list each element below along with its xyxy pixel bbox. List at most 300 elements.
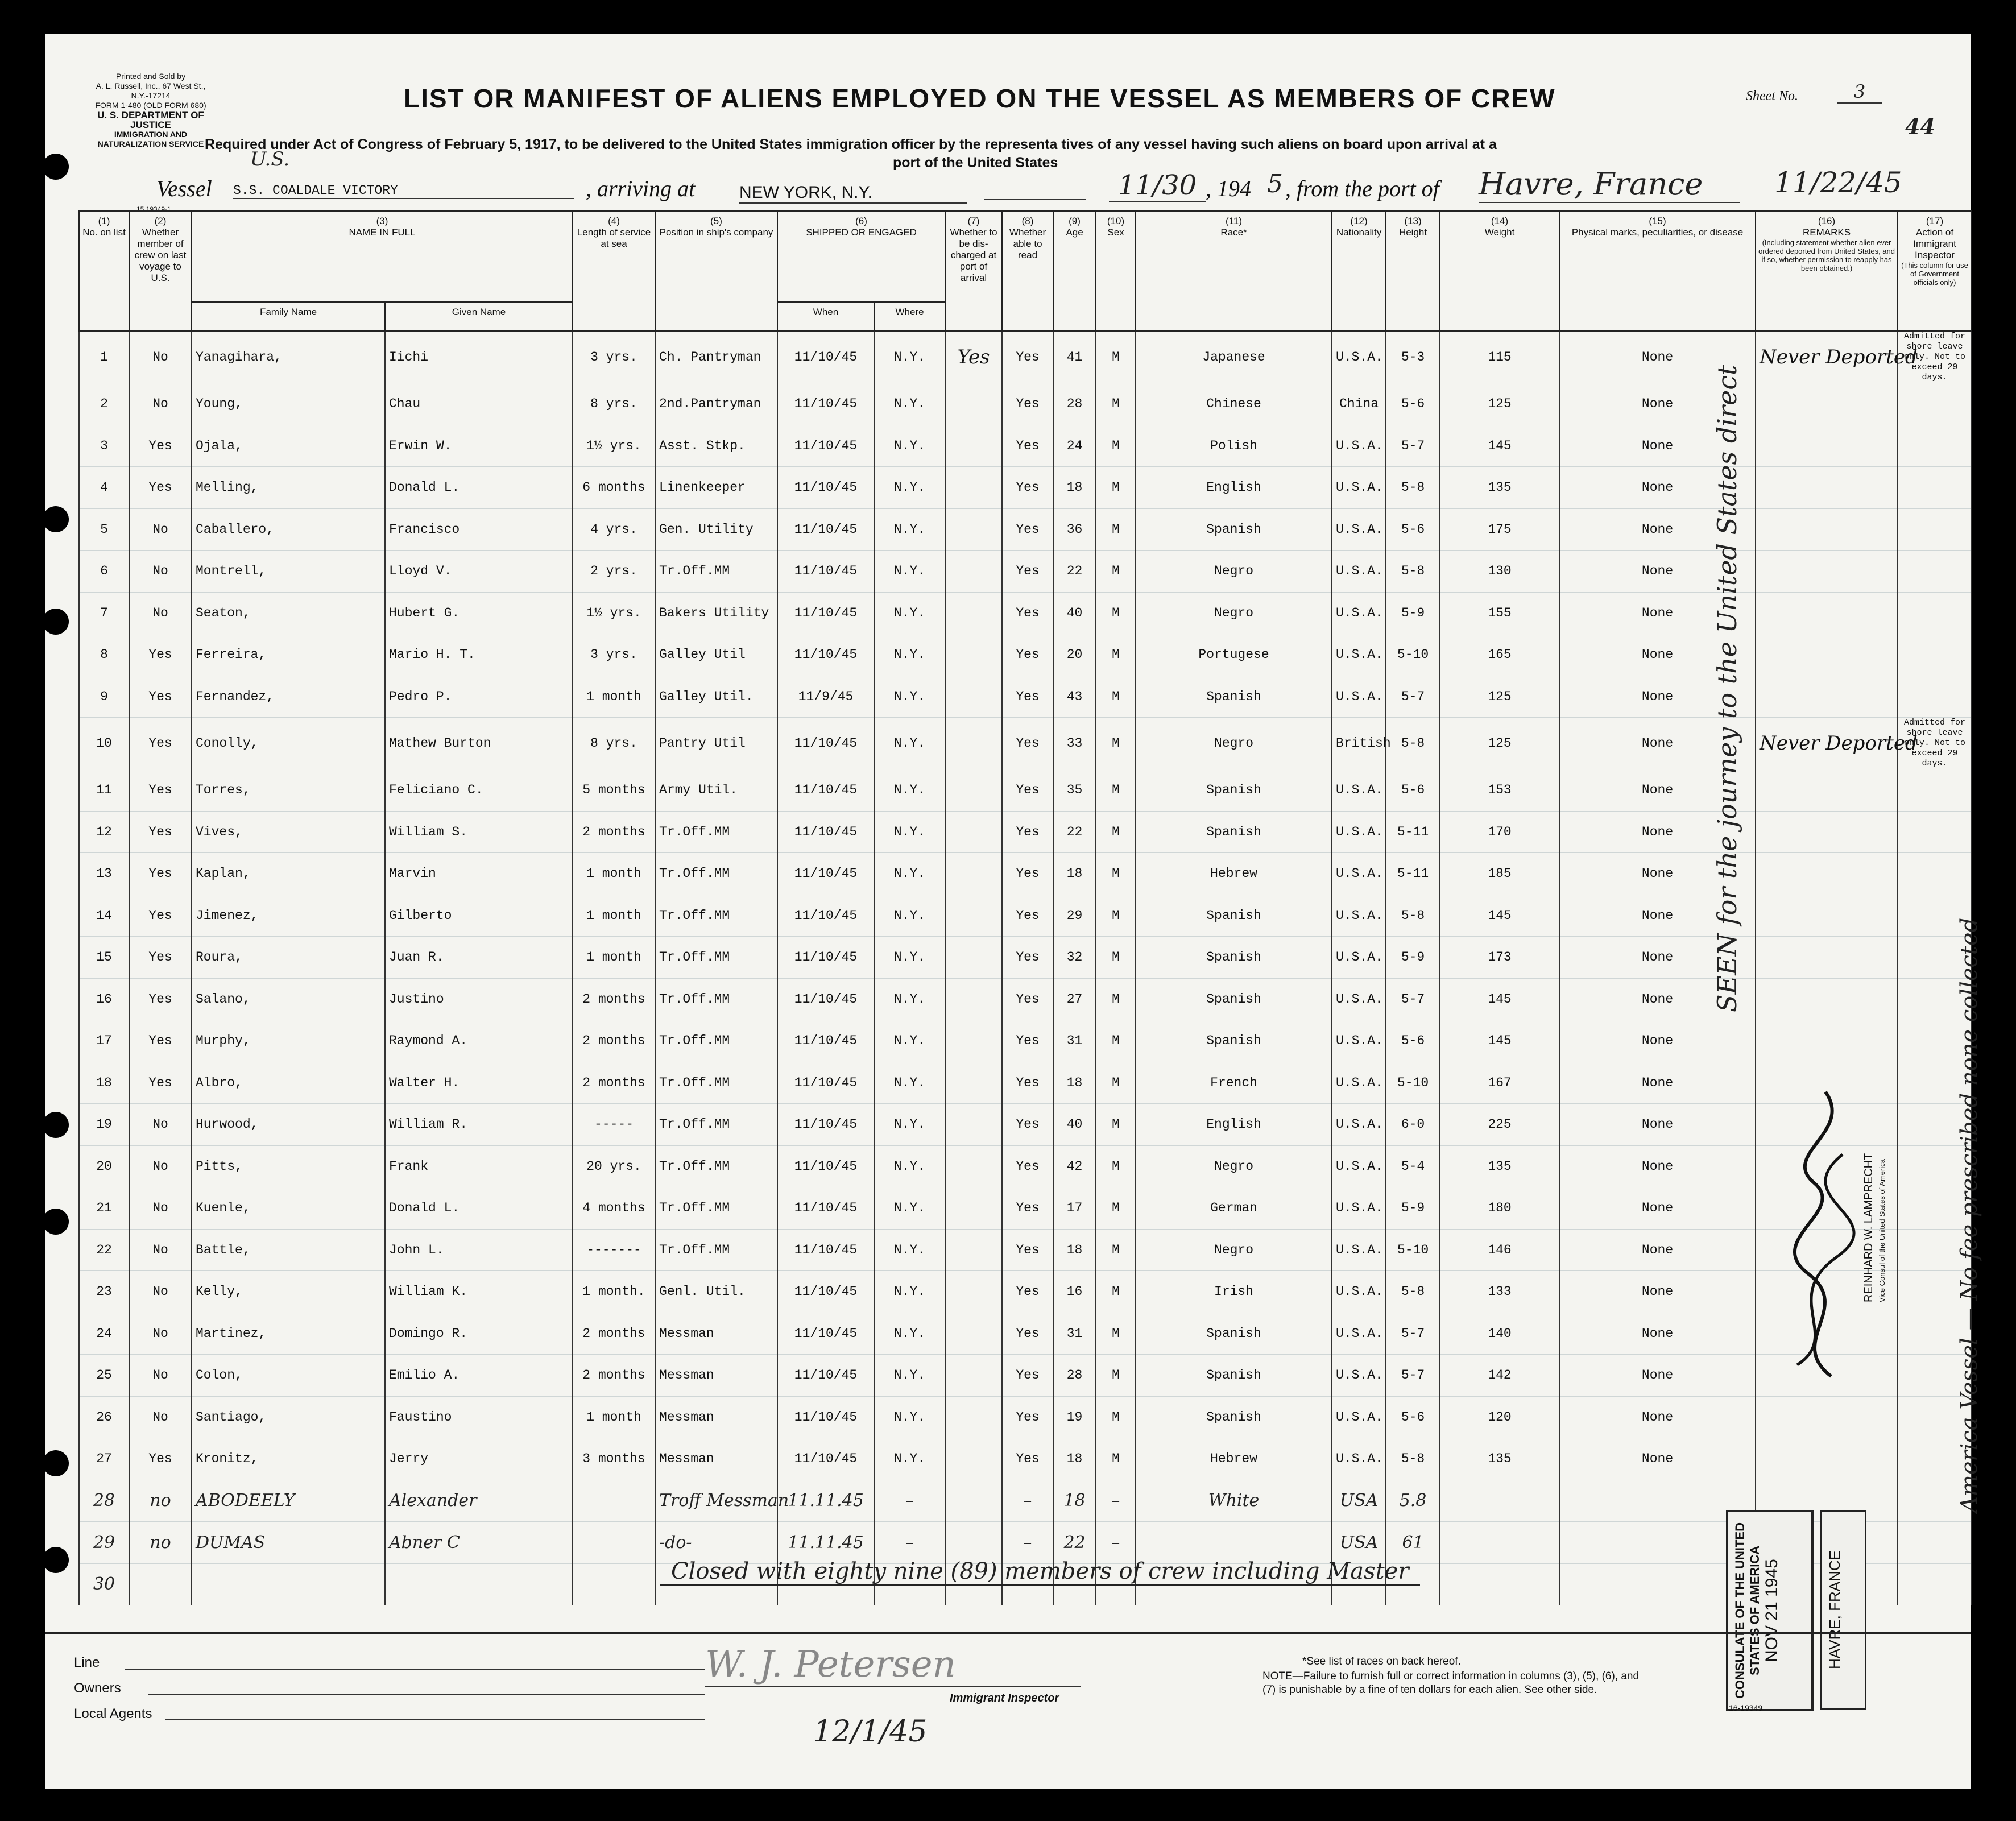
- cell-when: 11/10/45: [777, 1062, 874, 1104]
- cell-age: 43: [1053, 676, 1096, 718]
- cell-given: Donald L.: [385, 467, 573, 509]
- cell-marks: None: [1559, 1104, 1756, 1146]
- cell-when: 11/10/45: [777, 1229, 874, 1271]
- cell-marks: None: [1559, 1145, 1756, 1187]
- cell-weight: 167: [1440, 1062, 1559, 1104]
- cell-position: Tr.Off.MM: [655, 1104, 777, 1146]
- cell-weight: 146: [1440, 1229, 1559, 1271]
- cell-race: Negro: [1136, 551, 1332, 593]
- cell-height: 5-10: [1386, 1062, 1440, 1104]
- cell-sex: M: [1096, 634, 1136, 676]
- cell-when: 11/10/45: [777, 978, 874, 1020]
- cell-sex: M: [1096, 676, 1136, 718]
- cell-sex: M: [1096, 1062, 1136, 1104]
- cell-sex: M: [1096, 551, 1136, 593]
- cell-sex: M: [1096, 1145, 1136, 1187]
- table-row: [79, 978, 1972, 1020]
- cell-action: [1898, 425, 1972, 467]
- line-rule: [125, 1669, 705, 1670]
- cell-action: [1898, 769, 1972, 812]
- cell-last: Yes: [129, 937, 192, 979]
- cell-age: 22: [1053, 1522, 1096, 1564]
- cell-age: 24: [1053, 425, 1096, 467]
- cell-read: Yes: [1002, 769, 1053, 812]
- cell-where: N.Y.: [874, 937, 945, 979]
- cell-read: Yes: [1002, 1271, 1053, 1313]
- cell-weight: 135: [1440, 1438, 1559, 1480]
- cell-height: 5-9: [1386, 937, 1440, 979]
- cell-family: Vives,: [192, 811, 385, 853]
- cell-sex: M: [1096, 1271, 1136, 1313]
- cell-last: No: [129, 1396, 192, 1438]
- cell-position: Linenkeeper: [655, 467, 777, 509]
- cell-sex: M: [1096, 467, 1136, 509]
- cell-weight: 145: [1440, 895, 1559, 937]
- cell-position: Pantry Util: [655, 718, 777, 769]
- cell-action: [1898, 853, 1972, 895]
- cell-sex: M: [1096, 853, 1136, 895]
- cell-where: N.Y.: [874, 1271, 945, 1313]
- col-discharged-header: (7) Whether to be dis-charged at port of arrival: [945, 212, 1002, 331]
- inspector-signature: W. J. Petersen: [705, 1644, 956, 1686]
- table-row: [79, 508, 1972, 551]
- cell-race: English: [1136, 467, 1332, 509]
- cell-read: Yes: [1002, 592, 1053, 634]
- cell-last: No: [129, 1355, 192, 1397]
- cell-weight: 153: [1440, 769, 1559, 812]
- cell-service: 1 month: [573, 676, 655, 718]
- agents-rule: [165, 1719, 705, 1720]
- cell-nationality: U.S.A.: [1332, 1020, 1386, 1062]
- cell-nationality: USA: [1332, 1522, 1386, 1564]
- cell-discharged: [945, 811, 1002, 853]
- cell-marks: None: [1559, 1062, 1756, 1104]
- cell-family: Roura,: [192, 937, 385, 979]
- cell-age: 19: [1053, 1396, 1096, 1438]
- cell-service: 1 month: [573, 1396, 655, 1438]
- cell-no: 30: [79, 1563, 129, 1605]
- year-prefix: , 194: [1206, 176, 1251, 201]
- arriving-port: NEW YORK, N.Y.: [739, 183, 967, 204]
- cell-marks: None: [1559, 1313, 1756, 1355]
- col-name-header: (3) NAME IN FULL: [192, 212, 573, 303]
- cell-nationality: U.S.A.: [1332, 1438, 1386, 1480]
- cell-where: N.Y.: [874, 592, 945, 634]
- cell-nationality: U.S.A.: [1332, 1062, 1386, 1104]
- cell-when: 11/10/45: [777, 508, 874, 551]
- cell-family: Kronitz,: [192, 1438, 385, 1480]
- cell-read: Yes: [1002, 425, 1053, 467]
- cell-position: Galley Util.: [655, 676, 777, 718]
- cell-when: 11/10/45: [777, 895, 874, 937]
- cell-position: Messman: [655, 1313, 777, 1355]
- cell-last: Yes: [129, 634, 192, 676]
- cell-marks: None: [1559, 331, 1756, 383]
- cell-no: 9: [79, 676, 129, 718]
- cell-height: 5-11: [1386, 811, 1440, 853]
- cell-age: 18: [1053, 467, 1096, 509]
- cell-discharged: [945, 1522, 1002, 1564]
- cell-marks: None: [1559, 978, 1756, 1020]
- col-last-voyage-header: (2) Whether member of crew on last voyage to U.S.: [129, 212, 192, 331]
- cell-nationality: U.S.A.: [1332, 811, 1386, 853]
- cell-nationality: U.S.A.: [1332, 331, 1386, 383]
- cell-sex: M: [1096, 1104, 1136, 1146]
- cell-remarks: [1756, 895, 1898, 937]
- cell-family: DUMAS: [192, 1522, 385, 1564]
- from-date: 11/22/45: [1774, 166, 1902, 199]
- vessel-label: Vessel: [156, 176, 212, 201]
- form-code-footer: 16-19349: [1729, 1703, 1763, 1712]
- cell-last: No: [129, 1271, 192, 1313]
- cell-discharged: [945, 1438, 1002, 1480]
- cell-family: Melling,: [192, 467, 385, 509]
- cell-given: Alexander: [385, 1480, 573, 1522]
- cell-last: No: [129, 1145, 192, 1187]
- cell-race: Negro: [1136, 1145, 1332, 1187]
- cell-race: English: [1136, 1104, 1332, 1146]
- cell-where: –: [874, 1522, 945, 1564]
- cell-service: [573, 1563, 655, 1605]
- col-family-name-header: Family Name: [192, 303, 385, 331]
- cell-when: 11/10/45: [777, 551, 874, 593]
- cell-no: 21: [79, 1187, 129, 1230]
- cell-no: 12: [79, 811, 129, 853]
- cell-read: Yes: [1002, 811, 1053, 853]
- cell-height: 5-7: [1386, 425, 1440, 467]
- cell-where: N.Y.: [874, 769, 945, 812]
- cell-age: 28: [1053, 383, 1096, 425]
- cell-last: No: [129, 551, 192, 593]
- cell-family: Pitts,: [192, 1145, 385, 1187]
- cell-discharged: [945, 1062, 1002, 1104]
- cell-marks: None: [1559, 508, 1756, 551]
- cell-nationality: U.S.A.: [1332, 676, 1386, 718]
- cell-height: 5-6: [1386, 508, 1440, 551]
- cell-given: Donald L.: [385, 1187, 573, 1230]
- cell-age: 18: [1053, 853, 1096, 895]
- cell-age: 29: [1053, 895, 1096, 937]
- cell-weight: 120: [1440, 1396, 1559, 1438]
- cell-service: 4 yrs.: [573, 508, 655, 551]
- col-shipped-header: (6) SHIPPED OR ENGAGED: [777, 212, 945, 303]
- cell-given: Faustino: [385, 1396, 573, 1438]
- cell-service: [573, 1522, 655, 1564]
- cell-service: 2 months: [573, 1020, 655, 1062]
- cell-read: Yes: [1002, 467, 1053, 509]
- cell-service: 4 months: [573, 1187, 655, 1230]
- cell-race: Spanish: [1136, 769, 1332, 812]
- cell-where: N.Y.: [874, 718, 945, 769]
- cell-marks: None: [1559, 467, 1756, 509]
- table-row: [79, 853, 1972, 895]
- col-age-header: (9) Age: [1053, 212, 1096, 331]
- cell-given: William S.: [385, 811, 573, 853]
- cell-race: Japanese: [1136, 331, 1332, 383]
- punch-hole: [43, 506, 69, 532]
- cell-action: [1898, 634, 1972, 676]
- cell-height: 5-11: [1386, 853, 1440, 895]
- cell-position: Troff Messman: [655, 1480, 777, 1522]
- requirement-text-2: port of the United States: [893, 155, 1058, 171]
- cell-discharged: [945, 895, 1002, 937]
- cell-age: 17: [1053, 1187, 1096, 1230]
- cell-where: N.Y.: [874, 551, 945, 593]
- cell-weight: 140: [1440, 1313, 1559, 1355]
- table-row: [79, 1396, 1972, 1438]
- cell-last: no: [129, 1522, 192, 1564]
- cell-no: 13: [79, 853, 129, 895]
- cell-position: -do-: [655, 1522, 777, 1564]
- cell-race: Spanish: [1136, 1396, 1332, 1438]
- cell-race: Hebrew: [1136, 853, 1332, 895]
- cell-age: 31: [1053, 1313, 1096, 1355]
- consul-signature: [1763, 1069, 1877, 1388]
- cell-race: Spanish: [1136, 937, 1332, 979]
- cell-race: French: [1136, 1062, 1332, 1104]
- cell-action: [1898, 383, 1972, 425]
- cell-height: 5-7: [1386, 1313, 1440, 1355]
- table-row: [79, 1187, 1972, 1230]
- cell-height: 5-7: [1386, 676, 1440, 718]
- cell-remarks: [1756, 853, 1898, 895]
- cell-last: No: [129, 1104, 192, 1146]
- sheet-number: 3: [1837, 81, 1882, 104]
- closing-note: Closed with eighty nine (89) members of crew including Master: [660, 1558, 1420, 1586]
- table-row: [79, 1229, 1972, 1271]
- cell-discharged: [945, 937, 1002, 979]
- cell-discharged: [945, 1271, 1002, 1313]
- cell-read: Yes: [1002, 676, 1053, 718]
- cell-no: 10: [79, 718, 129, 769]
- page-mark: 44: [1905, 114, 1935, 139]
- cell-height: 5.8: [1386, 1480, 1440, 1522]
- cell-when: 11/10/45: [777, 1438, 874, 1480]
- cell-position: Ch. Pantryman: [655, 331, 777, 383]
- cell-discharged: [945, 467, 1002, 509]
- arriving-label: , arriving at: [586, 176, 696, 201]
- cell-nationality: U.S.A.: [1332, 853, 1386, 895]
- cell-weight: 145: [1440, 978, 1559, 1020]
- cell-marks: None: [1559, 1438, 1756, 1480]
- cell-family: Murphy,: [192, 1020, 385, 1062]
- cell-discharged: [945, 676, 1002, 718]
- cell-remarks: [1756, 634, 1898, 676]
- cell-race: Polish: [1136, 425, 1332, 467]
- cell-weight: 130: [1440, 551, 1559, 593]
- cell-weight: 173: [1440, 937, 1559, 979]
- cell-marks: None: [1559, 718, 1756, 769]
- cell-race: Negro: [1136, 1229, 1332, 1271]
- cell-remarks: [1756, 1438, 1898, 1480]
- cell-weight: [1440, 1480, 1559, 1522]
- sheet-label: Sheet No.: [1746, 89, 1798, 104]
- table-row: [79, 1104, 1972, 1146]
- cell-where: N.Y.: [874, 1313, 945, 1355]
- cell-discharged: [945, 978, 1002, 1020]
- cell-height: 5-3: [1386, 331, 1440, 383]
- table-row: [79, 425, 1972, 467]
- cell-discharged: [945, 425, 1002, 467]
- cell-given: Feliciano C.: [385, 769, 573, 812]
- cell-race: Spanish: [1136, 895, 1332, 937]
- cell-weight: 125: [1440, 383, 1559, 425]
- cell-where: N.Y.: [874, 1355, 945, 1397]
- cell-read: –: [1002, 1522, 1053, 1564]
- cell-nationality: U.S.A.: [1332, 592, 1386, 634]
- table-row: [79, 1020, 1972, 1062]
- col-marks-header: (15) Physical marks, peculiarities, or disease: [1559, 212, 1756, 331]
- cell-sex: M: [1096, 1020, 1136, 1062]
- cell-family: Ojala,: [192, 425, 385, 467]
- cell-weight: 175: [1440, 508, 1559, 551]
- cell-marks: None: [1559, 592, 1756, 634]
- vessel-name: S.S. COALDALE VICTORY: [233, 183, 574, 199]
- cell-position: Galley Util: [655, 634, 777, 676]
- cell-weight: 135: [1440, 467, 1559, 509]
- cell-last: No: [129, 331, 192, 383]
- cell-action: [1898, 1522, 1972, 1564]
- line-label: Line: [74, 1655, 100, 1670]
- cell-race: Chinese: [1136, 383, 1332, 425]
- cell-age: 40: [1053, 1104, 1096, 1146]
- cell-discharged: [945, 853, 1002, 895]
- cell-position: Messman: [655, 1438, 777, 1480]
- cell-discharged: [945, 1396, 1002, 1438]
- inspector-rule: [705, 1686, 1081, 1687]
- cell-marks: None: [1559, 1396, 1756, 1438]
- cell-read: Yes: [1002, 1313, 1053, 1355]
- cell-height: 5-9: [1386, 1187, 1440, 1230]
- table-row: [79, 676, 1972, 718]
- cell-when: 11.11.45: [777, 1480, 874, 1522]
- cell-weight: 185: [1440, 853, 1559, 895]
- cell-read: Yes: [1002, 895, 1053, 937]
- cell-sex: M: [1096, 895, 1136, 937]
- cell-nationality: U.S.A.: [1332, 937, 1386, 979]
- cell-remarks: [1756, 937, 1898, 979]
- arrival-date: 11/30: [1109, 169, 1206, 202]
- cell-nationality: U.S.A.: [1332, 1187, 1386, 1230]
- seen-note: SEEN for the journey to the United States direct: [1712, 365, 1742, 1012]
- col-nationality-header: (12) Nationality: [1332, 212, 1386, 331]
- cell-race: Spanish: [1136, 811, 1332, 853]
- crew-manifest-table: [78, 210, 1972, 1605]
- cell-action: [1898, 508, 1972, 551]
- cell-marks: None: [1559, 895, 1756, 937]
- cell-weight: 115: [1440, 331, 1559, 383]
- cell-position: Tr.Off.MM: [655, 1145, 777, 1187]
- cell-last: No: [129, 1313, 192, 1355]
- cell-read: Yes: [1002, 1062, 1053, 1104]
- col-where-header: Where: [874, 303, 945, 331]
- cell-given: Justino: [385, 978, 573, 1020]
- cell-position: Tr.Off.MM: [655, 811, 777, 853]
- cell-service: -----: [573, 1104, 655, 1146]
- cell-read: Yes: [1002, 1104, 1053, 1146]
- cell-read: Yes: [1002, 383, 1053, 425]
- cell-no: 3: [79, 425, 129, 467]
- cell-given: Hubert G.: [385, 592, 573, 634]
- cell-last: Yes: [129, 1062, 192, 1104]
- cell-read: Yes: [1002, 1229, 1053, 1271]
- cell-where: N.Y.: [874, 1062, 945, 1104]
- cell-marks: None: [1559, 634, 1756, 676]
- cell-where: N.Y.: [874, 508, 945, 551]
- cell-action: Admitted for shore leave only. Not to exceed 29 days.: [1898, 718, 1972, 769]
- cell-marks: None: [1559, 1271, 1756, 1313]
- cell-race: Portugese: [1136, 634, 1332, 676]
- cell-age: 18: [1053, 1438, 1096, 1480]
- cell-read: Yes: [1002, 1438, 1053, 1480]
- cell-nationality: U.S.A.: [1332, 425, 1386, 467]
- cell-last: Yes: [129, 811, 192, 853]
- cell-age: 32: [1053, 937, 1096, 979]
- table-row: [79, 592, 1972, 634]
- cell-when: 11/10/45: [777, 634, 874, 676]
- cell-action: [1898, 467, 1972, 509]
- table-row: [79, 1145, 1972, 1187]
- printer-line: Printed and Sold by: [115, 72, 186, 81]
- cell-last: Yes: [129, 1438, 192, 1480]
- america-vessel-note: America Vessel — No fee prescribed none collected: [1956, 917, 1982, 1513]
- cell-age: 33: [1053, 718, 1096, 769]
- col-no-header: (1) No. on list: [79, 212, 129, 331]
- cell-given: Juan R.: [385, 937, 573, 979]
- consul-title: Vice Consul of the United States of America: [1878, 1159, 1886, 1302]
- cell-read: Yes: [1002, 937, 1053, 979]
- cell-last: Yes: [129, 769, 192, 812]
- form-code: 15 19349-1: [136, 205, 171, 213]
- cell-discharged: [945, 1480, 1002, 1522]
- cell-no: 14: [79, 895, 129, 937]
- cell-last: no: [129, 1480, 192, 1522]
- cell-marks: None: [1559, 1020, 1756, 1062]
- cell-remarks: [1756, 425, 1898, 467]
- consul-name: REINHARD W. LAMPRECHT: [1862, 1153, 1875, 1302]
- col-remarks-header: (16) REMARKS (Including statement whether alien ever ordered deported from United States, and if so, whether permission to reapply has been obtained.): [1756, 212, 1898, 331]
- cell-where: N.Y.: [874, 895, 945, 937]
- cell-position: Tr.Off.MM: [655, 551, 777, 593]
- owners-label: Owners: [74, 1681, 121, 1696]
- cell-when: 11/10/45: [777, 937, 874, 979]
- cell-no: 15: [79, 937, 129, 979]
- cell-last: Yes: [129, 853, 192, 895]
- cell-when: 11/10/45: [777, 1396, 874, 1438]
- cell-no: 23: [79, 1271, 129, 1313]
- table-row: [79, 634, 1972, 676]
- cell-marks: None: [1559, 811, 1756, 853]
- cell-height: 5-10: [1386, 634, 1440, 676]
- cell-given: [385, 1563, 573, 1605]
- department: U. S. DEPARTMENT OF JUSTICE: [97, 110, 204, 130]
- cell-read: Yes: [1002, 508, 1053, 551]
- cell-given: Iichi: [385, 331, 573, 383]
- cell-no: 6: [79, 551, 129, 593]
- fine-note-2: (7) is punishable by a fine of ten dollars for each alien. See other side.: [1262, 1684, 1597, 1696]
- cell-family: Yanagihara,: [192, 331, 385, 383]
- cell-last: Yes: [129, 425, 192, 467]
- cell-action: Admitted for shore leave only. Not to exceed 29 days.: [1898, 331, 1972, 383]
- cell-no: 19: [79, 1104, 129, 1146]
- cell-position: Tr.Off.MM: [655, 853, 777, 895]
- cell-family: Kaplan,: [192, 853, 385, 895]
- cell-weight: 145: [1440, 1020, 1559, 1062]
- cell-given: Lloyd V.: [385, 551, 573, 593]
- consulate-stamp-place: HAVRE, FRANCE: [1820, 1510, 1866, 1710]
- cell-given: Frank: [385, 1145, 573, 1187]
- from-label: , from the port of: [1285, 176, 1439, 201]
